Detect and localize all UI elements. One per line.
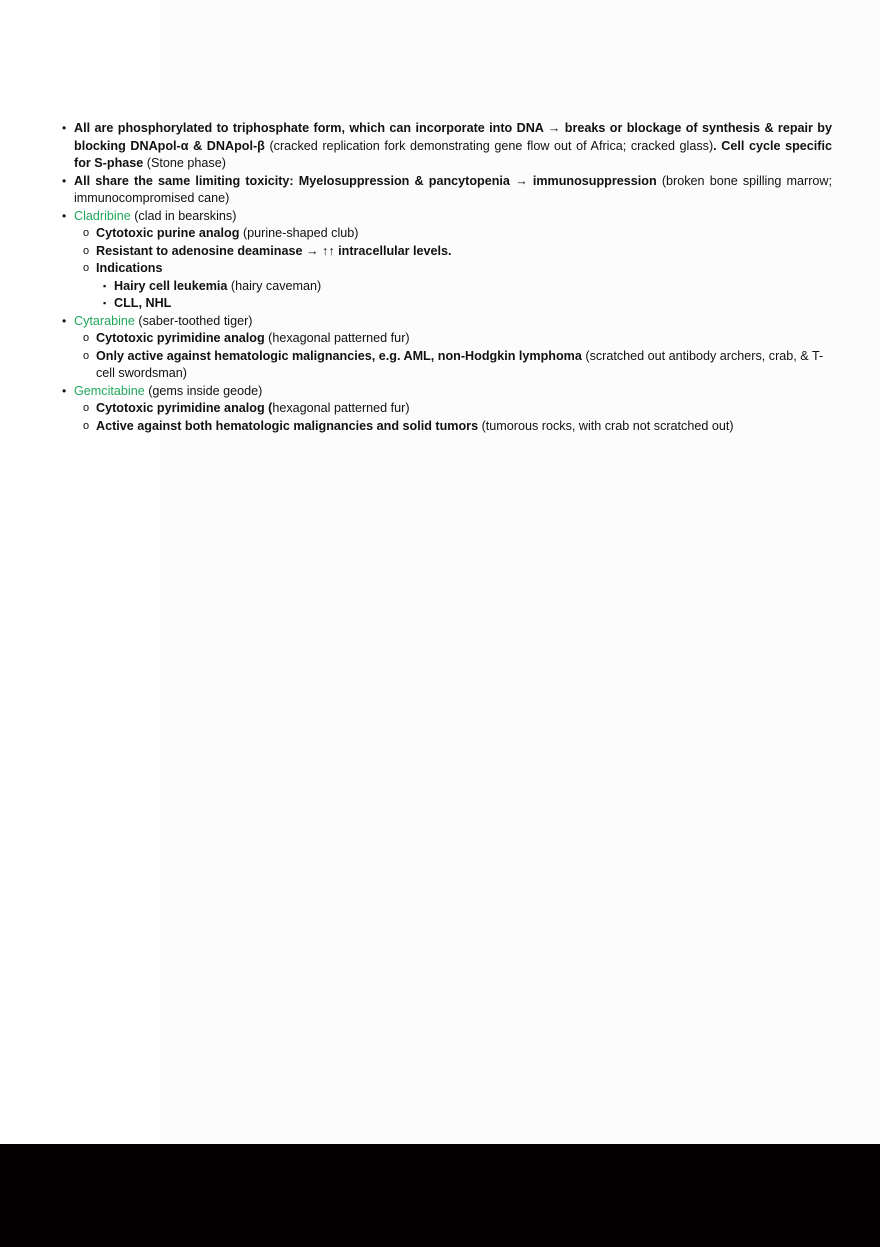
bullet-icon: • (62, 313, 67, 328)
bullet-icon: • (62, 121, 67, 135)
bullet-icon: • (62, 208, 67, 223)
black-footer-band (0, 1144, 880, 1247)
drug-mnemonic: (gems inside geode) (144, 383, 263, 398)
drug-name: Gemcitabine (74, 383, 145, 398)
drug-name: Cytarabine (74, 313, 135, 328)
sub-point: o Cytotoxic purine analog (purine-shaped club) (62, 225, 832, 243)
sub-point: o Cytotoxic pyrimidine analog (hexagonal patterned fur) (62, 330, 832, 348)
drug-mnemonic: (clad in bearskins) (130, 208, 237, 223)
drug-cytarabine (62, 313, 832, 331)
sub-point: o Active against both hematologic malignancies and solid tumors (tumorous rocks, with crab not scratched out) (62, 418, 832, 436)
sub-point: o Resistant to adenosine deaminase → ↑↑ intracellular levels. (62, 243, 832, 261)
circle-bullet-icon: o (83, 227, 90, 239)
drug-gemcitabine (62, 383, 832, 401)
circle-bullet-icon: o (83, 419, 90, 432)
bullet-icon: • (62, 173, 67, 188)
circle-bullet-icon: o (83, 349, 90, 362)
point-toxicity: • All share the same limiting toxicity: Myelosuppression & pancytopenia → immunosuppression (broken bone spilling marrow; immunocompromised cane) (62, 173, 832, 205)
sub-point: o Only active against hematologic malignancies, e.g. AML, non-Hodgkin lymphoma (scratched out antibody archers, crab, & T-cell swordsman) (83, 348, 824, 380)
circle-bullet-icon: o (83, 244, 90, 257)
circle-bullet-icon: o (83, 332, 90, 344)
drug-name: Cladribine (74, 208, 131, 223)
notes-content (62, 120, 832, 435)
bullet-icon: • (62, 383, 67, 398)
drug-mnemonic: (saber-toothed tiger) (134, 313, 253, 328)
sub-point-indications: o Indications (62, 260, 832, 278)
sub-point: o Cytotoxic pyrimidine analog (hexagonal patterned fur) (62, 400, 832, 418)
circle-bullet-icon: o (83, 402, 90, 414)
circle-bullet-icon: o (83, 262, 90, 274)
drug-cladribine (62, 208, 832, 226)
point-phosphorylation: • All are phosphorylated to triphosphate form, which can incorporate into DNA → breaks or blockage of synthesis & repair by blocking DNApol-α & DNApol-β (cracked replication fork demonstrating gene flow out of Africa; cracked glass). Cell cycle specific for S-phase (Stone phase) (62, 121, 832, 170)
indication-item: ▪ Hairy cell leukemia (hairy caveman) (62, 278, 832, 296)
square-bullet-icon: ▪ (103, 280, 107, 291)
square-bullet-icon: ▪ (103, 298, 107, 308)
indication-item: ▪ CLL, NHL (62, 295, 832, 313)
